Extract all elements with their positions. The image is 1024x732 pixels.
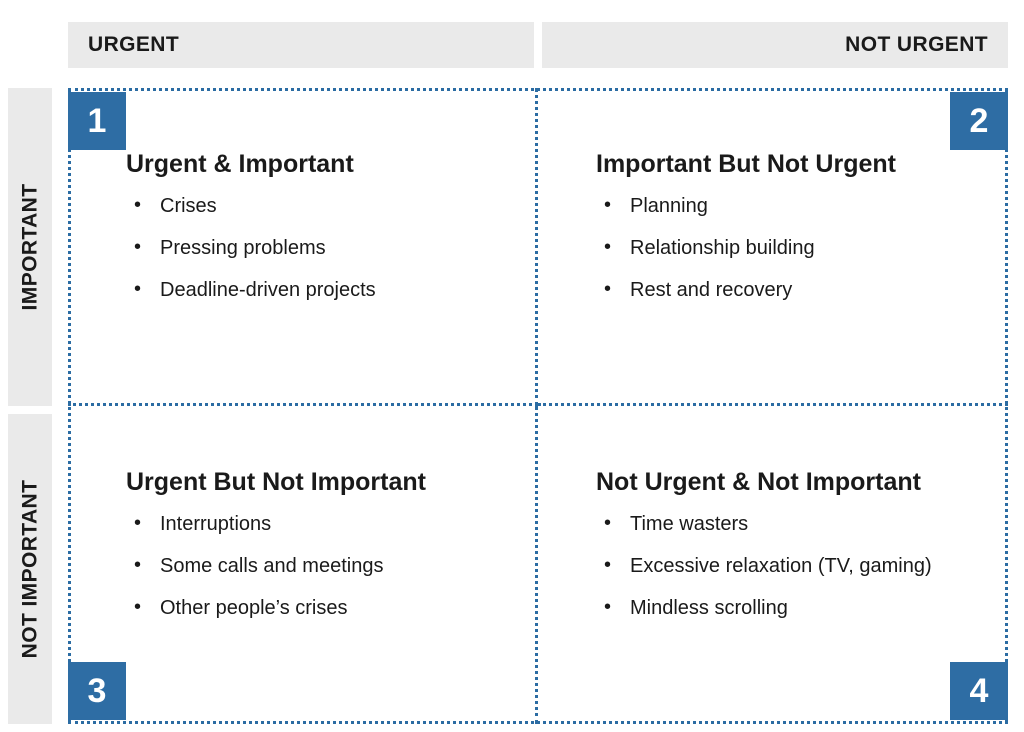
list-item: • Rest and recovery	[630, 279, 978, 301]
quadrant-1-list	[126, 195, 505, 301]
column-header-not-urgent	[542, 22, 1008, 68]
quadrant-1	[68, 88, 538, 406]
column-header-urgent	[68, 22, 534, 68]
quadrant-2	[538, 88, 1008, 406]
list-item: • Pressing problems	[160, 237, 505, 259]
list-item: • Mindless scrolling	[630, 597, 978, 619]
list-item: • Time wasters	[630, 513, 978, 535]
list-item: • Crises	[160, 195, 505, 217]
row-header-important-label: IMPORTANT	[18, 183, 41, 311]
quadrant-2-title: Important But Not Urgent	[596, 150, 896, 178]
list-item: • Some calls and meetings	[160, 555, 505, 577]
list-item: • Planning	[630, 195, 978, 217]
quadrant-4-title: Not Urgent & Not Important	[596, 468, 921, 496]
list-item: • Interruptions	[160, 513, 505, 535]
quadrant-3-badge: 3	[68, 662, 126, 720]
list-item: • Deadline-driven projects	[160, 279, 505, 301]
row-header-important	[8, 88, 52, 406]
column-header-urgent-label: URGENT	[88, 33, 180, 56]
quadrant-4	[538, 406, 1008, 724]
list-item: • Excessive relaxation (TV, gaming)	[630, 555, 978, 577]
column-header-row	[68, 22, 1008, 68]
quadrant-4-badge: 4	[950, 662, 1008, 720]
quadrant-4-list	[596, 513, 978, 619]
quadrant-3-list	[126, 513, 505, 619]
row-header-not-important	[8, 414, 52, 724]
list-item: • Relationship building	[630, 237, 978, 259]
quadrant-2-badge: 2	[950, 92, 1008, 150]
quadrant-3	[68, 406, 538, 724]
column-header-not-urgent-label: NOT URGENT	[845, 33, 988, 56]
list-item: • Other people’s crises	[160, 597, 505, 619]
quadrant-2-list	[596, 195, 978, 301]
quadrant-1-title: Urgent & Important	[126, 150, 354, 178]
quadrant-1-badge: 1	[68, 92, 126, 150]
quadrant-3-title: Urgent But Not Important	[126, 468, 426, 496]
row-header-not-important-label: NOT IMPORTANT	[18, 479, 41, 659]
quadrant-grid	[68, 88, 1008, 724]
